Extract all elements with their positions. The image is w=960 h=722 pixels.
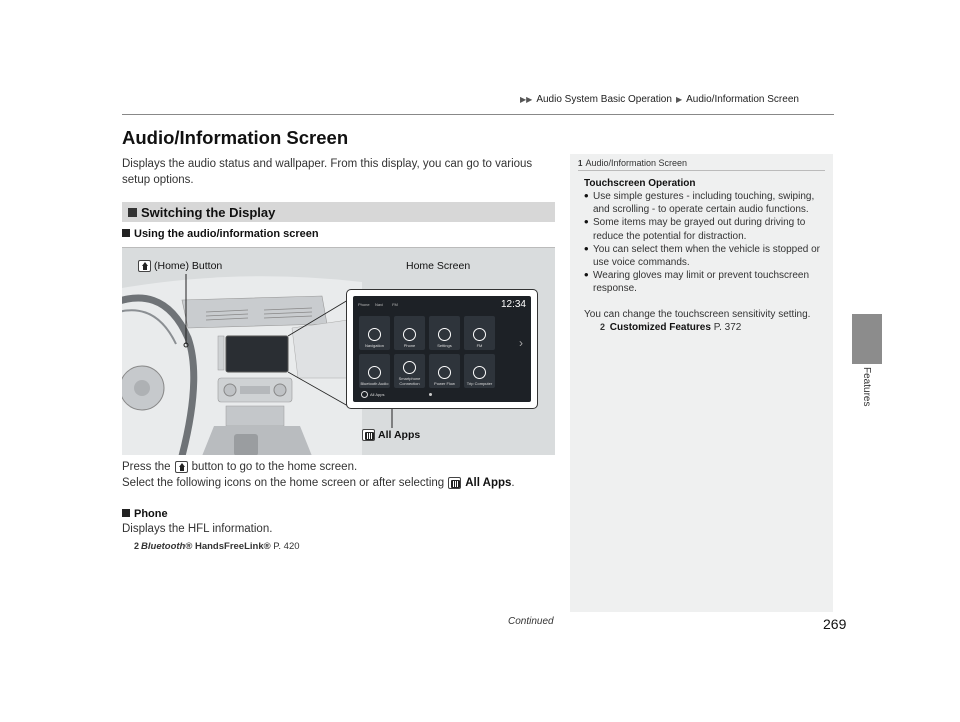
reference-arrow-icon: 2 [600,321,606,332]
smartphone-icon [403,361,416,374]
note-subheading: Touchscreen Operation [584,178,696,189]
phone-square-icon [122,509,130,517]
breadcrumb-item[interactable]: Audio System Basic Operation [536,94,672,105]
phone-heading: Phone [122,508,168,520]
home-icon [138,260,151,272]
home-icon [175,461,188,473]
list-item: • Wearing gloves may limit or prevent touchscreen response. [584,269,825,295]
phone-cross-reference[interactable]: 2 Bluetooth® HandsFreeLink® P. 420 [134,541,300,552]
home-button-callout: (Home) Button [138,260,222,272]
tile-phone[interactable]: Phone [394,316,425,350]
intro-text: Displays the audio status and wallpaper. From this display, you can go to various setup options. [122,158,533,186]
page-number: 269 [823,616,847,632]
breadcrumb-arrow-icon: ▶▶ [520,95,533,104]
radio-icon [473,328,486,341]
list-item: • Use simple gestures - including touching, swiping, and scrolling - to operate certain audio functions. [584,190,825,216]
note-heading: 1 Audio/Information Screen [578,158,825,171]
all-apps-icon [448,477,461,489]
tile-bluetooth-audio[interactable]: Bluetooth Audio [359,354,390,388]
status-phone-label[interactable]: Phone [358,301,370,307]
all-apps-icon [361,391,368,398]
reference-arrow-icon: 2 [134,541,140,551]
status-fm-label[interactable]: FM [392,301,398,307]
tile-settings[interactable]: Settings [429,316,460,350]
chapter-tab [852,314,882,364]
list-item: • Some items may be grayed out during driving to reduce the potential for distraction. [584,216,825,242]
header-divider [122,114,834,115]
chapter-label: Features [861,367,872,407]
section-heading: Switching the Display [122,202,555,222]
select-instruction: Select the following icons on the home screen or after selecting All Apps . [122,477,515,489]
page-title: Audio/Information Screen [122,127,349,148]
tile-navigation[interactable]: Navigation [359,316,390,350]
tile-smartphone-connection[interactable]: Smartphone Connection [394,354,425,388]
touchscreen [353,296,531,402]
all-apps-screen-button[interactable]: All Apps [361,391,384,398]
trip-computer-icon [473,366,486,379]
breadcrumb-item[interactable]: Audio/Information Screen [686,94,799,105]
tile-power-flow[interactable]: Power Flow [429,354,460,388]
tile-trip-computer[interactable]: Trip Computer [464,354,495,388]
press-instruction: Press the button to go to the home screen. [122,461,358,473]
breadcrumb [520,94,799,105]
app-tile-grid [359,316,503,388]
subsection-square-icon [122,229,130,237]
note-cross-reference[interactable]: 2 Customized Features P. 372 [600,321,742,333]
screen-clock: 12:34 [500,298,526,310]
power-flow-icon [438,366,451,379]
all-apps-icon [362,429,375,441]
phone-description: Displays the HFL information. [122,523,273,535]
all-apps-callout: All Apps [362,429,420,441]
home-screen-zoom [346,289,538,409]
section-square-icon [128,208,137,217]
status-navi-label[interactable]: Navi [374,301,383,307]
list-item: • You can select them when the vehicle is stopped or use voice commands. [584,243,825,269]
home-screen-callout: Home Screen [406,260,471,272]
tile-fm[interactable]: FM [464,316,495,350]
bluetooth-icon [368,366,381,379]
breadcrumb-arrow-icon: ▶ [675,95,683,104]
screen-status-bar [353,296,531,312]
side-note [570,154,833,612]
note-paragraph: You can change the touchscreen sensitivity setting. [584,308,811,320]
next-page-chevron-icon[interactable]: › [519,336,523,350]
subsection-heading: Using the audio/information screen [122,228,319,240]
dashboard-figure [122,247,555,455]
continued-label: Continued [508,616,554,627]
settings-gear-icon [438,328,451,341]
note-bullets [584,190,825,296]
phone-icon [403,328,416,341]
page-indicator-dot [429,393,432,396]
navigation-icon [368,328,381,341]
